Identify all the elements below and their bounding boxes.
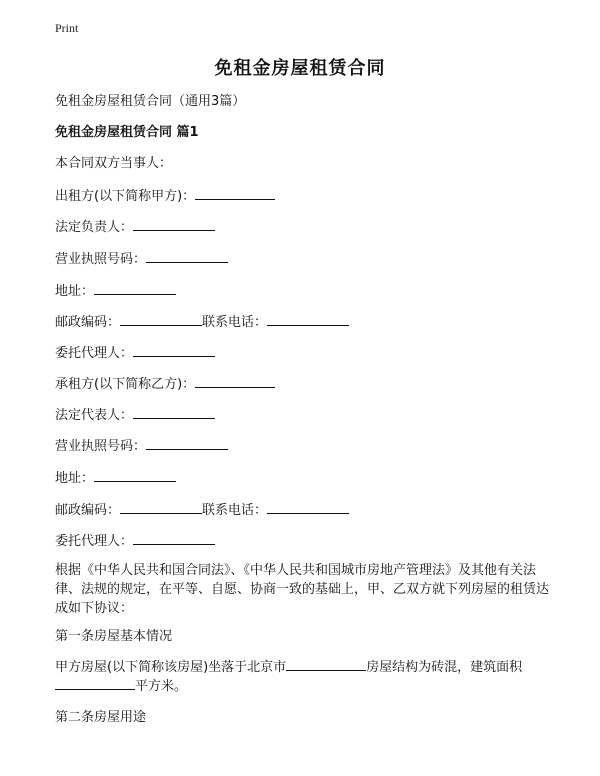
lessee-license-blank[interactable]: [146, 437, 228, 450]
lessee-name-label: 承租方(以下简称乙方)：: [55, 377, 196, 392]
article1-area-blank[interactable]: [55, 677, 135, 690]
lessor-license-field: [55, 250, 228, 268]
lessee-address-blank[interactable]: [94, 469, 176, 482]
lessee-name-blank[interactable]: [195, 375, 275, 388]
lessee-address-field: [55, 469, 176, 487]
lessee-agent-label: 委托代理人：: [55, 534, 134, 549]
lessee-contact-field: [55, 501, 349, 519]
article1-text-part3: 平方米。: [135, 679, 188, 694]
article1-location-blank[interactable]: [286, 658, 366, 671]
lessee-address-label: 地址：: [55, 471, 95, 486]
document-subtitle: 免租金房屋租赁合同（通用3篇）: [55, 94, 246, 109]
lessor-agent-label: 委托代理人：: [55, 346, 134, 361]
print-link[interactable]: Print: [55, 21, 79, 35]
article1-paragraph: [55, 658, 555, 696]
lessor-name-blank[interactable]: [195, 187, 275, 200]
lessee-agent-field: [55, 532, 215, 550]
parties-intro: 本合同双方当事人：: [55, 156, 173, 171]
lessor-contact-field: [55, 313, 349, 331]
lessee-license-label: 营业执照号码：: [55, 439, 147, 454]
lessee-legal-rep-field: [55, 406, 215, 424]
lessee-legal-rep-blank[interactable]: [133, 406, 215, 419]
lessor-name-field: [55, 187, 275, 205]
lessee-postcode-blank[interactable]: [120, 501, 202, 514]
lessor-name-label: 出租方(以下简称甲方)：: [55, 189, 196, 204]
lessee-phone-label: 联系电话：: [202, 503, 268, 518]
lessor-phone-blank[interactable]: [267, 313, 349, 326]
document-title: 免租金房屋租赁合同: [214, 58, 386, 79]
lessee-name-field: [55, 375, 275, 393]
lessor-phone-label: 联系电话：: [202, 315, 268, 330]
lessor-license-blank[interactable]: [146, 250, 228, 263]
lessor-legal-rep-field: [55, 218, 215, 236]
preamble-paragraph: 根据《中华人民共和国合同法》、《中华人民共和国城市房地产管理法》及其他有关法律、法规的规定，在平等、自愿、协商一致的基础上，甲、乙双方就下列房屋的租赁达成如下协议：: [55, 563, 550, 616]
section-heading: 免租金房屋租赁合同 篇1: [55, 125, 199, 140]
lessee-license-field: [55, 437, 228, 455]
lessor-address-label: 地址：: [55, 284, 95, 299]
article1-text-part1: 甲方房屋(以下简称该房屋)坐落于北京市: [55, 660, 287, 675]
lessor-legal-rep-label: 法定负责人：: [55, 220, 134, 235]
lessee-postcode-label: 邮政编码：: [55, 503, 121, 518]
lessor-legal-rep-blank[interactable]: [133, 218, 215, 231]
lessor-address-field: [55, 282, 176, 300]
article1-heading: 第一条房屋基本情况: [55, 629, 173, 644]
lessor-postcode-blank[interactable]: [120, 313, 202, 326]
lessor-agent-field: [55, 344, 215, 362]
lessor-postcode-label: 邮政编码：: [55, 315, 121, 330]
lessee-legal-rep-label: 法定代表人：: [55, 408, 134, 423]
article2-heading: 第二条房屋用途: [55, 710, 147, 725]
lessor-agent-blank[interactable]: [133, 344, 215, 357]
article1-text-part2: 房屋结构为砖混，建筑面积: [366, 660, 523, 675]
lessee-agent-blank[interactable]: [133, 532, 215, 545]
lessor-license-label: 营业执照号码：: [55, 252, 147, 267]
lessee-phone-blank[interactable]: [267, 501, 349, 514]
lessor-address-blank[interactable]: [94, 282, 176, 295]
